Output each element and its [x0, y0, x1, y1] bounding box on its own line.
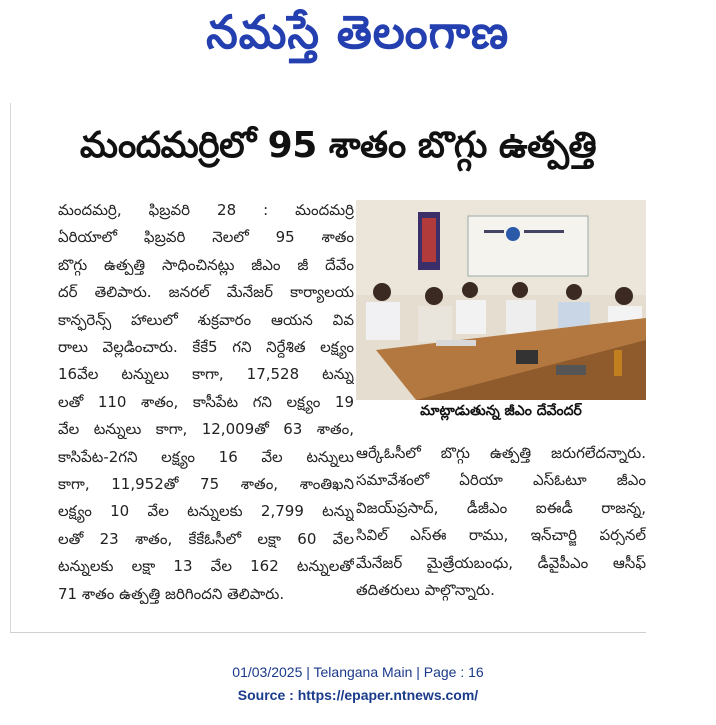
body-text-line: ఆర్కేఓసీలో బొగ్గు ఉత్పత్తి జరుగలేదన్నారు. — [356, 444, 646, 462]
article-photo — [356, 200, 646, 400]
body-text-line: దర్ తెలిపారు. జనరల్ మేనేజర్ కార్యాలయ — [58, 283, 354, 302]
body-text-line: 16వేల టన్నులు కాగా, 17,528 టన్ను — [58, 365, 354, 384]
caption-text: మాట్లాడుతున్న జీఎం దేవేందర్ — [420, 402, 582, 419]
article-body-left-column — [58, 197, 354, 608]
body-text-line: బొగ్గు ఉత్పత్తి సాధించినట్లు జీఎం జీ దేవేం — [58, 255, 354, 274]
meeting-photo-illustration — [356, 200, 646, 400]
body-text-line: కాగా, 11,952తో 75 శాతం, శాంతిఖని — [58, 475, 354, 494]
headline-text: మందమర్రిలో 95 శాతం బొగ్గు ఉత్పత్తి — [79, 125, 597, 166]
body-text-line: విజయ్‌ప్రసాద్, డీజీఎం ఐఈడీ రాజన్న, — [356, 498, 646, 517]
body-text-line: సివిల్ ఎస్ఈ రాము, ఇన్‌చార్జి పర్సనల్ — [356, 526, 646, 545]
body-text-line: మందమర్రి, ఫిబ్రవరి 28 : మందమర్రి — [58, 201, 354, 219]
body-text-line: ఏరియాలో ఫిబ్రవరి నెలలో 95 శాతం — [58, 228, 354, 247]
body-text-line: రాలు వెల్లడించారు. కేకే5 గని నిర్దేశిత లక్ష్యం — [58, 338, 354, 357]
body-text-line: లక్ష్యం 10 వేల టన్నులకు 2,799 టన్ను — [58, 502, 354, 521]
article-headline — [32, 122, 644, 178]
body-text-line: మేనేజర్ మైత్రేయబంధు, డీవైపీఎం ఆసీఫ్ — [356, 553, 646, 572]
body-text-line: సమావేశంలో ఏరియా ఎస్ఓటూ జీఎం — [356, 471, 646, 490]
photo-caption — [356, 400, 646, 424]
body-text-line: 71 శాతం ఉత్పత్తి జరిగిందని తెలిపారు. — [58, 584, 285, 603]
newspaper-logo: నమస్తే తెలంగాణ — [206, 5, 510, 59]
edition-info: 01/03/2025 | Telangana Main | Page : 16 — [232, 664, 484, 680]
body-text-line: కాసిపేట-2గని లక్ష్యం 16 వేల టన్నులు — [58, 447, 354, 466]
body-text-line: వేల టన్నులు కాగా, 12,009తో 63 శాతం, — [58, 420, 354, 439]
source-link[interactable]: Source : https://epaper.ntnews.com/ — [237, 687, 479, 703]
body-text-line: తదితరులు పాల్గొన్నారు. — [356, 581, 495, 600]
body-text-line: కాన్ఫరెన్స్ హాలులో శుక్రవారం ఆయన వివ — [58, 310, 354, 329]
body-text-line: టన్నులకు లక్షా 13 వేల 162 టన్నులతో — [58, 557, 354, 576]
masthead — [0, 6, 716, 70]
article-body-right-column — [356, 440, 646, 604]
body-text-line: లతో 110 శాతం, కాసీపేట గని లక్ష్యం 19 — [58, 392, 354, 411]
body-text-line: లతో 23 శాతం, కేకేఓసీలో లక్షా 60 వేల — [58, 529, 354, 548]
